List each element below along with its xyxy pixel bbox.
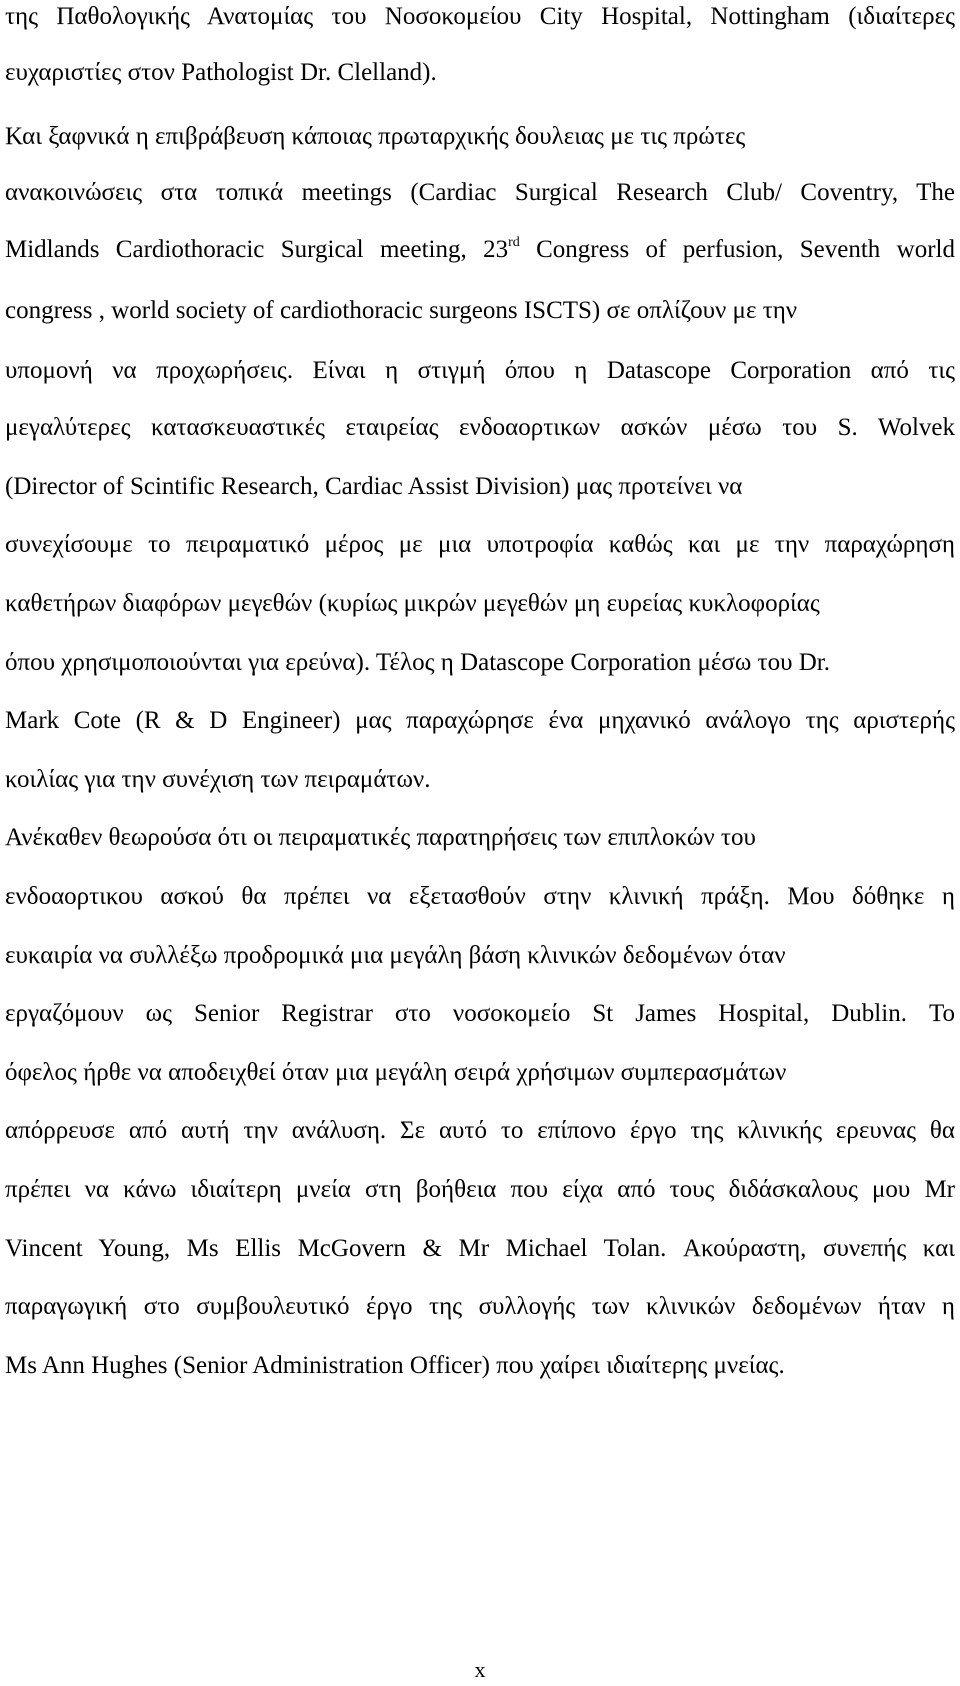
text-line: Ανέκαθεν θεωρούσα ότι οι πειραματικές παρατηρήσεις των επιπλοκών του xyxy=(5,824,756,851)
text-line: Vincent Young, Ms Ellis McGovern & Mr Michael Tolan. Ακούραστη, συνεπής και xyxy=(5,1235,955,1262)
text-line: υπομονή να προχωρήσεις. Είναι η στιγμή όπου η Datascope Corporation από τις xyxy=(5,357,955,384)
text-line: όπου χρησιμοποιούνται για ερεύνα). Τέλος η Datascope Corporation μέσω του Dr. xyxy=(5,649,830,676)
text-line: παραγωγική στο συμβουλευτικό έργο της συλλογής των κλινικών δεδομένων ήταν η xyxy=(5,1293,955,1320)
text-line: ευκαιρία να συλλέξω προδρομικά μια μεγάλη βάση κλινικών δεδομένων όταν xyxy=(5,942,786,969)
text-line: πρέπει να κάνω ιδιαίτερη μνεία στη βοήθεια που είχα από τους διδάσκαλους μου Mr xyxy=(5,1176,955,1203)
ordinal-superscript: rd xyxy=(508,235,520,250)
text-line: ευχαριστίες στον Pathologist Dr. Clelland). xyxy=(5,59,437,86)
text-line: Mark Cote (R & D Engineer) μας παραχώρησε ένα μηχανικό ανάλογο της αριστερής xyxy=(5,707,955,734)
text-line: ανακοινώσεις στα τοπικά meetings (Cardiac Surgical Research Club/ Coventry, The xyxy=(5,179,955,206)
text-line: ενδοαορτικου ασκού θα πρέπει να εξετασθούν στην κλινική πράξη. Μου δόθηκε η xyxy=(5,883,955,910)
text-line: congress , world society of cardiothoracic surgeons ISCTS) σε οπλίζουν με την xyxy=(5,297,798,324)
text-line: Και ξαφνικά η επιβράβευση κάποιας πρωταρχικής δουλειας με τις πρώτες xyxy=(5,123,746,150)
text-line: της Παθολογικής Ανατομίας του Νοσοκομείου City Hospital, Nottingham (ιδιαίτερες xyxy=(5,3,955,30)
text-line: απόρρευσε από αυτή την ανάλυση. Σε αυτό το επίπονο έργο της κλινικής ερευνας θα xyxy=(5,1117,955,1144)
text-line: μεγαλύτερες κατασκευαστικές εταιρείας ενδοαορτικων ασκών μέσω του S. Wolvek xyxy=(5,414,955,441)
page-number: x xyxy=(474,1657,486,1682)
text-line: Ms Ann Hughes (Senior Administration Officer) που χαίρει ιδιαίτερης μνείας. xyxy=(5,1352,785,1379)
text-line: καθετήρων διαφόρων μεγεθών (κυρίως μικρών μεγεθών μη ευρείας κυκλοφορίας xyxy=(5,590,820,617)
text-line: όφελος ήρθε να αποδειχθεί όταν μια μεγάλη σειρά χρήσιμων συμπερασμάτων xyxy=(5,1059,787,1086)
text-line: (Director of Scintific Research, Cardiac Assist Division) μας προτείνει να xyxy=(5,473,743,500)
text-line: εργαζόμουν ως Senior Registrar στο νοσοκομείο St James Hospital, Dublin. Το xyxy=(5,1000,955,1027)
text-line: Midlands Cardiothoracic Surgical meeting, 23rd Congress of perfusion, Seventh world xyxy=(5,235,955,263)
text-line: συνεχίσουμε το πειραματικό μέρος με μια υποτροφία καθώς και με την παραχώρηση xyxy=(5,531,955,558)
text-line: κοιλίας για την συνέχιση των πειραμάτων. xyxy=(5,766,431,793)
